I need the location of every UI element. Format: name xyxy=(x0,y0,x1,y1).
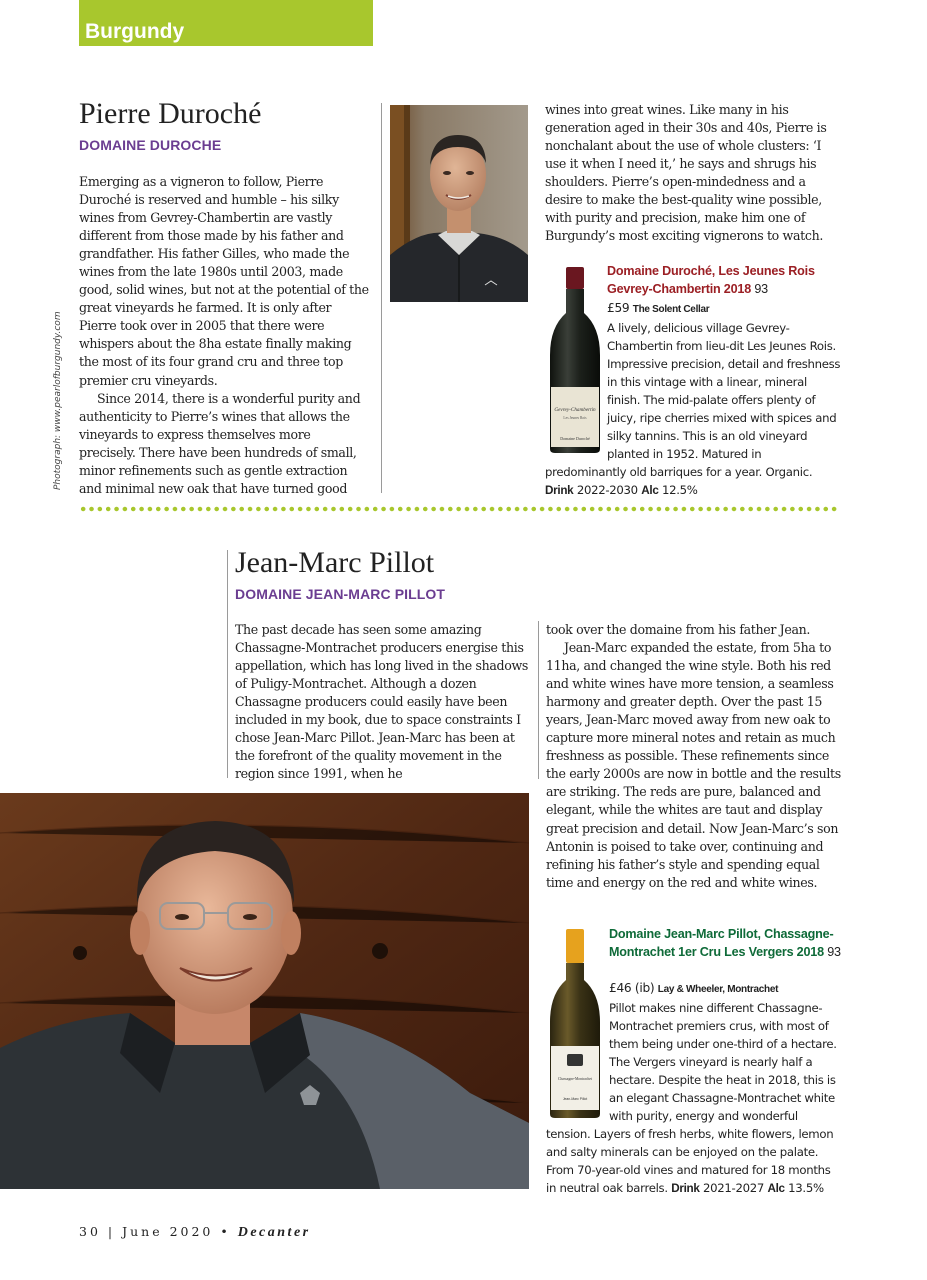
bottle-float-spacer xyxy=(545,299,607,461)
wine-score: 93 xyxy=(827,945,841,959)
article-column-duroche-2 xyxy=(545,101,841,245)
portrait-jean-marc-pillot xyxy=(0,793,529,1189)
paragraph: wines into great wines. Like many in his generation aged in their 30s and 40s, Pierre is nonchalant about the use of whole clusters: ‘I use it when I need it,’ he says and shrugs his shoulders. Pierre’s open-mindedness and a desire to make the best-quality wine possible, with purity and precision, make him one of Burgundy’s most exciting vignerons to watch. xyxy=(545,102,827,244)
column-rule xyxy=(538,621,539,779)
page-footer xyxy=(79,1224,311,1241)
bottle-label-text: Gevrey-Chambertin xyxy=(554,407,596,413)
bottle-label-bottom: Jean-Marc Pillot xyxy=(562,1097,588,1101)
bottle-float-spacer xyxy=(546,979,609,1122)
producer-name-pillot: Jean-Marc Pillot xyxy=(235,546,435,579)
wine-heading-duroche xyxy=(607,262,843,298)
article-column-pillot-2 xyxy=(546,621,843,892)
magazine-name: Decanter xyxy=(237,1225,311,1240)
wine-merchant: The Solent Cellar xyxy=(632,304,710,315)
domaine-name-duroche: DOMAINE DUROCHE xyxy=(79,137,222,153)
drink-label: Drink xyxy=(545,484,574,497)
page-number: 30 xyxy=(79,1224,101,1239)
section-banner xyxy=(79,0,373,46)
tasting-note: Pillot makes nine different Chassagne-Montrachet premiers crus, with most of them being under one-third of a hectare. The Vergers vineyard is nearly half a hectare. Despite the heat in 2018, this is an elegant Chassagne-Montrachet white with purity, energy and wonderful tension. Layers of fresh herbs, white flowers, lemon and salty minerals can be enjoyed on the palate. From 70-year-old vines and matured for 18 months in neutral oak barrels. xyxy=(546,1001,837,1195)
drink-window: 2022-2030 xyxy=(576,483,638,497)
bottle-label-bottom: Domaine Duroché xyxy=(560,436,590,441)
alc-label: Alc xyxy=(767,1182,785,1195)
paragraph: took over the domaine from his father Jean. xyxy=(546,622,811,637)
dotted-divider xyxy=(79,506,840,512)
wine-merchant: Lay & Wheeler, Montrachet xyxy=(657,984,779,995)
wine-name: Domaine Jean-Marc Pillot, Chassagne-Montrachet 1er Cru Les Vergers 2018 xyxy=(609,927,834,959)
alc-label: Alc xyxy=(641,484,659,497)
domaine-name-pillot: DOMAINE JEAN-MARC PILLOT xyxy=(235,586,446,602)
paragraph: Since 2014, there is a wonderful purity and authenticity to Pierre’s wines that allows the vineyards to express themselves more precisely. There have been hundreds of small, minor refinements such as gentle extraction and minimal new oak that have turned good xyxy=(79,390,361,496)
bottle-label-text: Chassagne-Montrachet xyxy=(558,1077,592,1081)
tasting-note: A lively, delicious village Gevrey-Chambertin from lieu-dit Les Jeunes Rois. Impressive precision, detail and freshness in this vintage with a linear, mineral finish. The mid-palate offers plenty of juicy, ripe cherries mixed with spices and silky tannins. This is an old vineyard planted in 1952. Matured in predominantly old barriques for a year. Organic. xyxy=(545,321,841,479)
article-column-duroche-1 xyxy=(79,173,370,498)
column-rule xyxy=(381,103,382,493)
paragraph: Emerging as a vigneron to follow, Pierre Duroché is reserved and humble – his silky wines from Gevrey-Chambertin are vastly different from those made by his father and grandfather. His father Gilles, who made the wines from the late 1980s until 2003, made good, solid wines, but not at the potential of the great vineyards he farmed. It is only after Pierre took over in 2005 that there were whispers about the 8ha estate finally making the most of its four grand cru and three top premier cru vineyards. xyxy=(79,174,369,388)
wine-heading-pillot xyxy=(609,925,843,961)
portrait-image xyxy=(0,793,529,1189)
paragraph: The past decade has seen some amazing Chassagne-Montrachet producers energise this appellation, which has long lived in the shadows of Puligy-Montrachet. Although a dozen Chassagne producers could easily have been included in my book, due to space constraints I chose Jean-Marc Pillot. Jean-Marc has been at the forefront of the quality movement in the region since 1991, when he xyxy=(235,622,529,782)
footer-bullet: • xyxy=(220,1224,231,1239)
producer-name-duroche: Pierre Duroché xyxy=(79,97,262,130)
footer-separator: | xyxy=(107,1224,116,1239)
photo-credit: Photograph: www.pearlofburgundy.com xyxy=(53,311,63,490)
wine-title xyxy=(607,262,843,298)
wine-score: 93 xyxy=(754,282,768,296)
drink-label: Drink xyxy=(671,1182,700,1195)
portrait-pierre-duroche xyxy=(390,105,528,302)
column-rule xyxy=(227,550,228,778)
wine-title xyxy=(609,925,843,961)
alcohol: 12.5% xyxy=(661,483,698,497)
portrait-image xyxy=(390,105,528,302)
drink-window: 2021-2027 xyxy=(703,1181,765,1195)
section-label: Burgundy xyxy=(85,20,185,43)
wine-note-pillot xyxy=(546,979,843,1198)
wine-note-duroche xyxy=(545,299,843,500)
wine-price: £46 (ib) xyxy=(609,981,655,995)
wine-name: Domaine Duroché, Les Jeunes Rois Gevrey-Chambertin 2018 xyxy=(607,264,815,296)
article-column-pillot-1 xyxy=(235,621,531,783)
issue-date: June 2020 xyxy=(122,1224,214,1239)
bottle-label-sub: Les Jeunes Rois xyxy=(563,416,587,420)
alcohol: 13.5% xyxy=(788,1181,824,1195)
paragraph: Jean-Marc expanded the estate, from 5ha to 11ha, and changed the wine style. Both his red and white wines have more tension, a seamless harmony and greater depth. Over the past 15 years, Jean-Marc moved away from new oak to capture more mineral notes and retain as much freshness as possible. These refinements since the early 2000s are now in bottle and the results are striking. The reds are pure, balanced and elegant, while the whites are taut and display great precision and detail. Now Jean-Marc’s son Antonin is poised to take over, continuing and refining his father’s style and spending equal time and energy on the red and white wines. xyxy=(546,640,841,890)
wine-price: £59 xyxy=(607,301,630,315)
